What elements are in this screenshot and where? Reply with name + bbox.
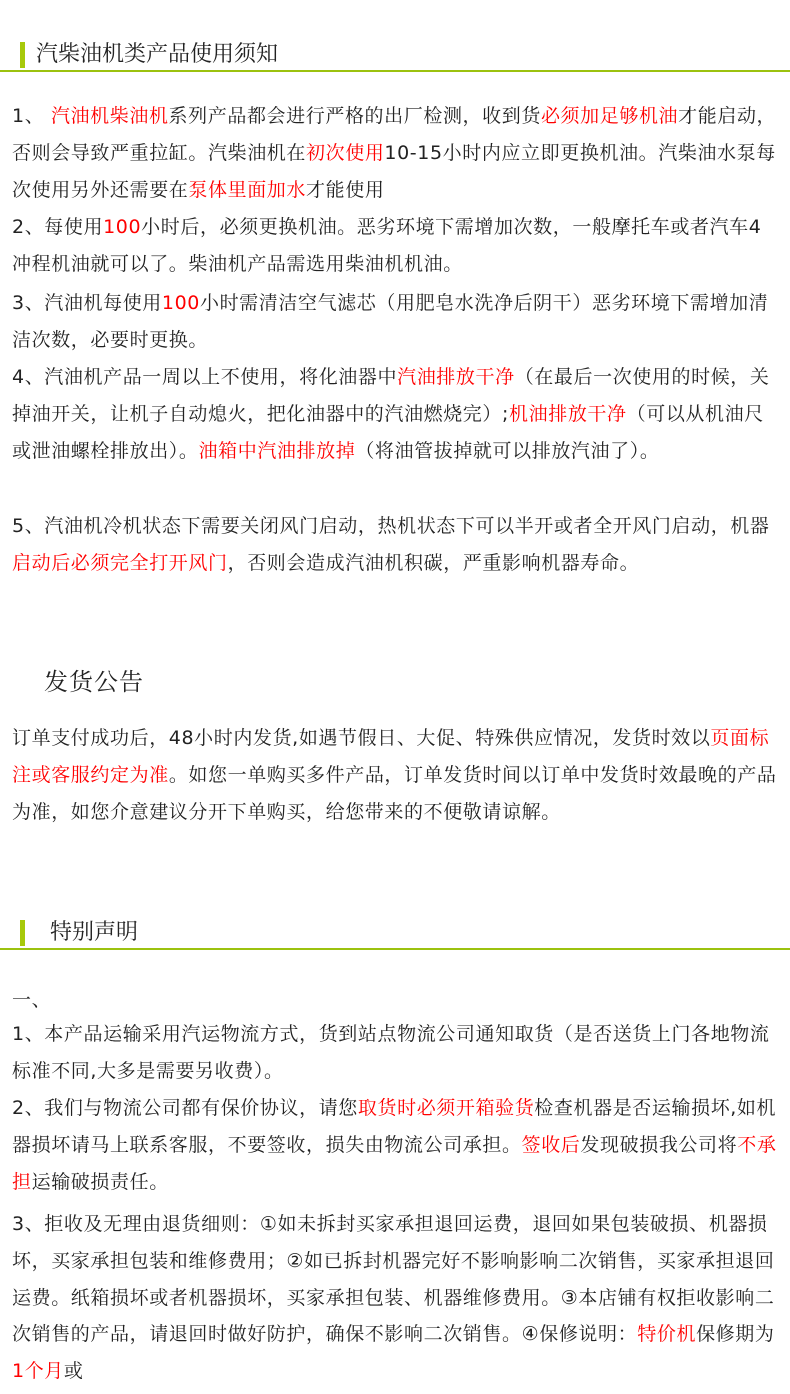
- list-item: [12, 285, 780, 359]
- highlight-text: 取货时必须开箱验货: [357, 1097, 535, 1119]
- highlight-text: 页面标注或客服约定为准: [12, 727, 770, 786]
- highlight-text: 汽油排放干净: [397, 366, 515, 388]
- section-header-special-statement: [0, 914, 790, 954]
- list-item: [12, 1206, 780, 1390]
- body-text: 检查机器是否运输损坏,如机器损坏请马上联系客服，不要签收，损失由物流公司承担。: [12, 1097, 777, 1156]
- body-text: 4、汽油机产品一周以上不使用，将化油器中: [12, 366, 398, 388]
- body-text: 订单支付成功后，48小时内发货,如遇节假日、大促、特殊供应情况，发货时效以: [12, 727, 711, 749]
- highlight-text: 签收后: [521, 1133, 581, 1156]
- highlight-text: 汽油机柴油机: [50, 105, 169, 127]
- list-item: [12, 1090, 780, 1200]
- body-text: 保修期为: [696, 1323, 775, 1346]
- list-item: [12, 359, 780, 469]
- highlight-text: 100: [161, 292, 200, 314]
- body-text: ，否则会造成汽油机积碳，严重影响机器寿命。: [227, 551, 640, 574]
- highlight-text: 初次使用: [306, 141, 385, 164]
- highlight-text: 油箱中汽油排放掉: [198, 439, 356, 462]
- body-text: 1、本产品运输采用汽运物流方式，货到站点物流公司通知取货（是否送货上门各地物流标准不同,大多是需要另收费）。: [12, 1023, 770, 1082]
- body-text: 1、: [12, 105, 51, 127]
- body-text: （在最后一次使用的时候，关掉油开关，让机子自动熄火，把化油器中的汽油燃烧完）;: [12, 366, 770, 425]
- body-text: 3、拒收及无理由退货细则：①如未拆封买家承担退回运费，退回如果包装破损、机器损坏，买家承担包装和维修费用；②如已拆封机器完好不影响影响二次销售，买家承担退回运费。纸箱损坏或者机器损坏，买家承担包装、机器维修费用。③本店铺有权拒收影响二次销售的产品，请退回时做好防护，确保不影响二次销售。④保修说明：: [12, 1213, 775, 1346]
- highlight-text: 泵体里面加水: [188, 178, 307, 201]
- body-text: 系列产品都会进行严格的出厂检测，收到货: [168, 105, 541, 127]
- list-item: [12, 720, 780, 830]
- body-text: 2、我们与物流公司都有保价协议，请您: [12, 1097, 358, 1119]
- body-text: 小时需清洁空气滤芯（用肥皂水洗净后阴干）恶劣环境下需增加清洁次数，必要时更换。: [12, 292, 769, 351]
- highlight-text: 1个月: [12, 1360, 64, 1383]
- list-item: [12, 982, 780, 1019]
- highlight-text: 必须加足够机油: [540, 105, 679, 127]
- body-text: 才能启动，否则会导致严重拉缸。汽柴油机在: [12, 105, 777, 164]
- accent-bar: [20, 42, 25, 68]
- section-title: 特别声明: [50, 920, 139, 945]
- highlight-text: 不承担: [12, 1133, 777, 1193]
- body-text: 10-15小时内应立即更换机油。汽柴油水泵每次使用另外还需要在: [12, 141, 776, 201]
- highlight-text: 100: [103, 216, 142, 238]
- highlight-text: 特价机: [637, 1323, 697, 1346]
- body-text: （可以从机油尺或泄油螺栓排放出）。: [12, 402, 764, 462]
- divider-rule: [0, 948, 790, 950]
- accent-bar: [20, 920, 25, 946]
- section-title: 汽柴油机类产品使用须知: [36, 42, 279, 67]
- body-text: 小时后，必须更换机油。恶劣环境下需增加次数，一般摩托车或者汽车4冲程机油就可以了。柴油机产品需选用柴油机机油。: [12, 216, 762, 275]
- list-item: [12, 1016, 780, 1090]
- list-item: [12, 98, 780, 208]
- list-item: [12, 508, 780, 582]
- highlight-text: 机油排放干净: [509, 402, 627, 425]
- shipping-notice-title: 发货公告: [44, 668, 144, 696]
- divider-rule: [0, 70, 790, 72]
- body-text: 才能使用: [306, 178, 385, 201]
- body-text: 一、: [12, 989, 52, 1011]
- body-text: 2、每使用: [12, 216, 104, 238]
- body-text: 5、汽油机冷机状态下需要关闭风门启动，热机状态下可以半开或者全开风门启动，机器: [12, 515, 770, 537]
- highlight-text: 启动后必须完全打开风门: [12, 551, 228, 574]
- body-text: 发现破损我公司将: [580, 1133, 738, 1156]
- body-text: 或: [63, 1360, 84, 1383]
- list-item: [12, 209, 780, 283]
- body-text: 。如您一单购买多件产品，订单发货时间以订单中发货时效最晚的产品为准，如您介意建议分开下单购买，给您带来的不便敬请谅解。: [12, 763, 777, 823]
- body-text: 3、汽油机每使用: [12, 292, 162, 314]
- body-text: （将油管拔掉就可以排放汽油了）。: [355, 439, 660, 462]
- section-header-usage-notes: [0, 36, 790, 76]
- body-text: 运输破损责任。: [31, 1170, 169, 1193]
